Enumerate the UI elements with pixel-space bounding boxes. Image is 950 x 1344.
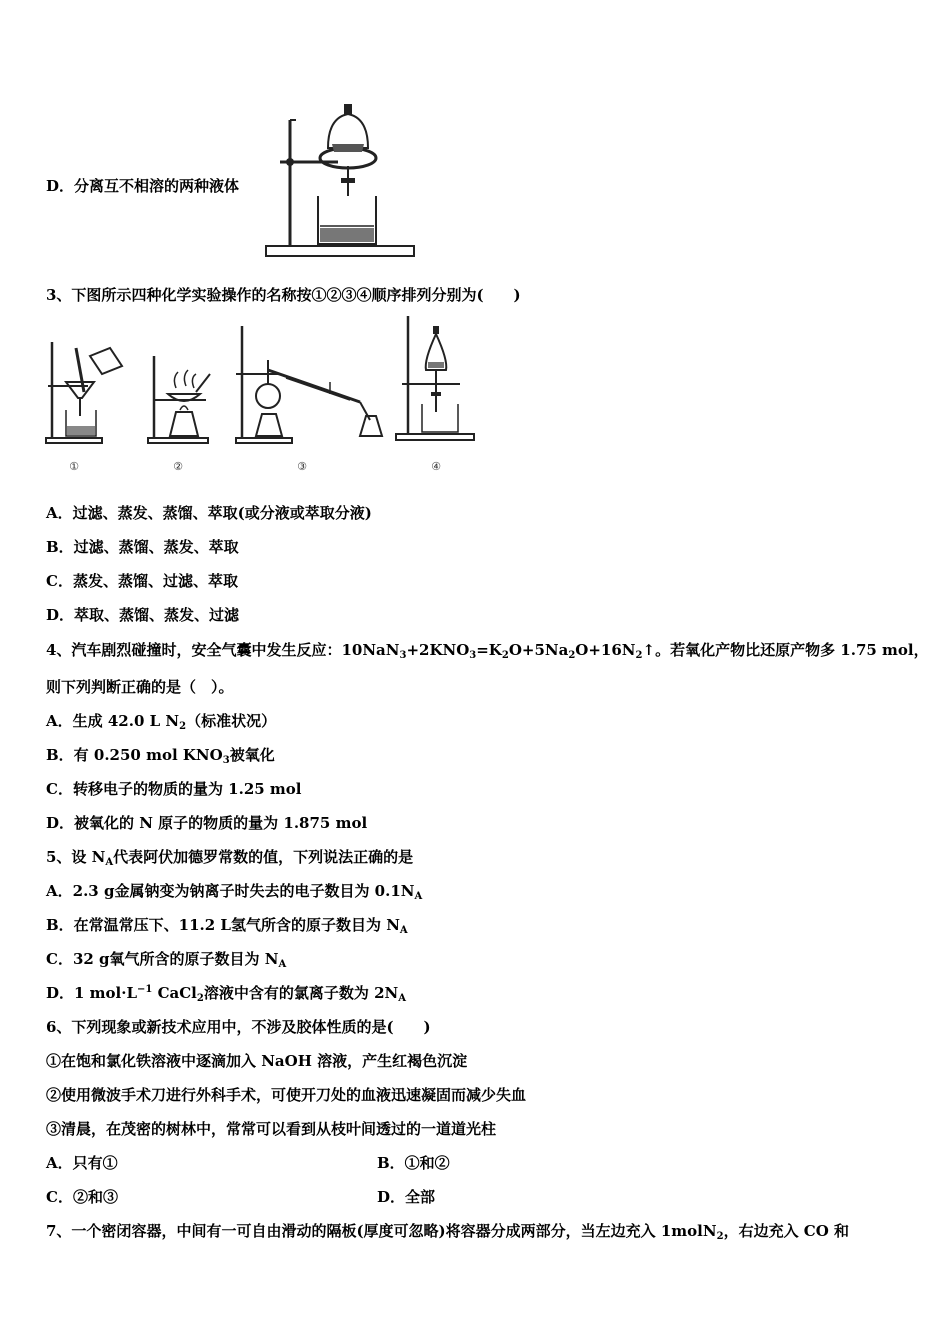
q5-option-c: C．32 g氧气所含的原子数目为 $N_A$ (46, 950, 287, 970)
q6-item-1: ①在饱和氯化铁溶液中逐滴加入 NaOH 溶液，产生红褐色沉淀 (46, 1052, 468, 1070)
evaporation-figure (148, 356, 210, 443)
figure-label-1: ① (69, 460, 79, 473)
q4-stem-2: 则下列判断正确的是（ ）。 (46, 678, 234, 696)
figure-label-4: ④ (431, 460, 441, 473)
q6-option-c: C．②和③ (46, 1188, 118, 1206)
q4-option-a: A．生成 42.0 L $N_2$（标准状况） (46, 712, 277, 732)
q6-item-3: ③清晨，在茂密的树林中，常常可以看到从枝叶间透过的一道道光柱 (46, 1120, 497, 1138)
q5-option-d: D．1 $mol\cdot L^{-1}$ CaCl$_2$溶液中含有的氯离子数为 $2N_A$ (46, 984, 406, 1004)
q6-option-d: D．全部 (377, 1188, 436, 1206)
figure-label-2: ② (173, 460, 183, 473)
q3-option-d: D．萃取、蒸馏、蒸发、过滤 (46, 606, 240, 624)
q3-option-c: C．蒸发、蒸馏、过滤、萃取 (46, 572, 238, 590)
distillation-figure (236, 326, 382, 443)
q4-option-b: B．有 0.250 mol $KNO_3$被氧化 (46, 746, 275, 766)
q5-option-a: A．2.3 g金属钠变为钠离子时失去的电子数目为 $0.1N_A$ (46, 882, 423, 902)
q6-item-2: ②使用微波手术刀进行外科手术，可使开刀处的血液迅速凝固而减少失血 (46, 1086, 527, 1104)
option-d-separate-liquids: D．分离互不相溶的两种液体 (46, 177, 240, 195)
figure-label-3: ③ (297, 460, 307, 473)
q5-option-b: B．在常温常压下、11.2 L氢气所含的原子数目为 $N_A$ (46, 916, 408, 936)
four-operations-figure (40, 312, 480, 482)
q6-stem: 6、下列现象或新技术应用中，不涉及胶体性质的是( ) (46, 1018, 431, 1036)
q7-stem: 7、一个密闭容器，中间有一可自由滑动的隔板(厚度可忽略)将容器分成两部分，当左边充入 1molN$_2$，右边充入 CO 和 (46, 1222, 850, 1242)
q6-option-b: B．①和② (377, 1154, 450, 1172)
q4-stem: 4、汽车剧烈碰撞时，安全气囊中发生反应：$10NaN_3+2KNO_3=K_2O+5Na_2O+16N_2↑$。若氧化产物比还原产物多 1.75 mol， (46, 641, 929, 661)
q6-option-a: A．只有① (46, 1154, 118, 1172)
q4-option-c: C．转移电子的物质的量为 1.25 mol (46, 780, 302, 798)
filtration-figure (46, 342, 122, 443)
q3-option-a: A．过滤、蒸发、蒸馏、萃取(或分液或萃取分液) (46, 504, 372, 522)
q3-stem: 3、下图所示四种化学实验操作的名称按①②③④顺序排列分别为( ) (46, 286, 521, 304)
extraction-figure (396, 316, 474, 440)
q4-option-d: D．被氧化的 N 原子的物质的量为 1.875 mol (46, 814, 368, 832)
q5-stem: 5、设 $N_A$代表阿伏加德罗常数的值，下列说法正确的是 (46, 848, 414, 868)
separatory-funnel-figure (258, 100, 418, 260)
q3-option-b: B．过滤、蒸馏、蒸发、萃取 (46, 538, 239, 556)
